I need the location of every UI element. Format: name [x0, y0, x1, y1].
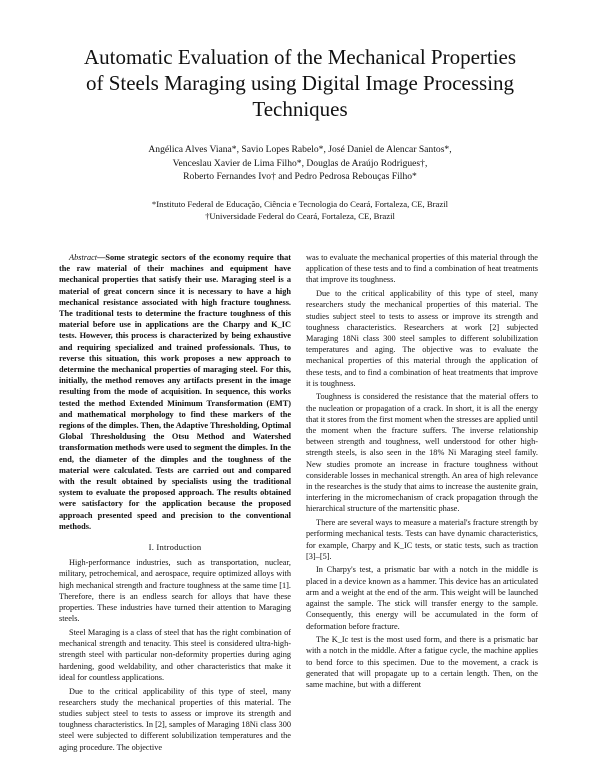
author-line: Venceslau Xavier de Lima Filho*, Douglas de Araújo Rodrigues†,	[172, 157, 428, 169]
affiliations	[60, 198, 540, 222]
body-paragraph: was to evaluate the mechanical properties of this material through the application of these tests and to find a combination of heat treatments that improve its toughness.	[306, 253, 538, 285]
right-column	[306, 252, 538, 693]
body-paragraph: There are several ways to measure a material's fracture strength by performing mechanical tests. Tests can have dynamic characteristics, for example, Charpy and K_IC tests, or static tests, such as traction [3]–[5].	[306, 518, 538, 561]
body-paragraph: High-performance industries, such as transportation, nuclear, military, petrochemical, and aerospace, require optimized alloys with high mechanical strength and fracture toughness at the same time [1]. Therefore, there is an endless search for alloys that have these properties. These industries have turned their attention to Maraging steels.	[59, 558, 291, 624]
paper-title	[40, 44, 560, 122]
abstract-lead: Abstract	[69, 253, 98, 262]
section-heading: I. Introduction	[148, 542, 202, 553]
abstract	[59, 252, 291, 532]
body-paragraph: Toughness is considered the resistance that the material offers to the nucleation or propagation of a crack. In short, it is all the energy that it stores from the first moment when the stresses are applied until the moment when the fracture suffers. The inverse relationship between strength and toughness, well understood for other high-strength steels, is also seen in the 18% Ni Maraging steel family. New studies promote an increase in fracture toughness without considerable losses in mechanical strength. An area of high relevance in the researches is the study that aims to increase the austenite grain, interfering in the micromechanism of crack propagation through the hierarchical structure of the martensitic phase.	[306, 392, 538, 514]
body-paragraph: Due to the critical applicability of this type of steel, many researchers study the mechanical properties of this material. The studies subject steel to tests to assess or improve its strength and toughness characteristics. In [2], samples of Maraging 18Ni class 300 steel were subjected to different solubilization temperatures and the aging procedure. The objective	[59, 686, 291, 752]
affiliation-line: *Instituto Federal de Educação, Ciência e Tecnologia do Ceará, Fortaleza, CE, Brazil	[151, 199, 449, 209]
body-paragraph: Due to the critical applicability of this type of steel, many researchers study the mechanical properties of this material. The studies subject steel to tests to assess or improve its strength and toughness characteristics. Researchers at work [2] subjected Maraging 18Ni class 300 steel samples to different solubilization temperatures and aging. The objective was to evaluate the mechanical properties of this material through the application of these tests, and to find a combination of heat treatments that improve it is toughness.	[306, 289, 538, 388]
body-paragraph: Steel Maraging is a class of steel that has the right combination of mechanical strength and tenacity. This steel is considered ultra-high-strength steel with particular non-deformity properties during aging hardening, good weldability, and other characteristics that make it ideal for countless applications.	[59, 628, 291, 682]
author-list	[60, 143, 540, 184]
title-line: Techniques	[252, 97, 348, 121]
body-paragraph: In Charpy's test, a prismatic bar with a notch in the middle is placed in a device known as a hammer. This device has an articulated arm and a weight at the end of the arm. This weight will be launched against the sample. The stick will transfer energy to the sample. Consequently, this energy will be accumulated in the form of deformation before fracture.	[306, 565, 538, 631]
author-line: Angélica Alves Viana*, Savio Lopes Rabelo*, José Daniel de Alencar Santos*,	[148, 144, 452, 155]
abstract-text: —Some strategic sectors of the economy require that the raw material of their machines and equipment have mechanical properties that satisfy their use. Maraging steel is a material of great concern since it is necessary to have a high mechanical resistance associated with high fracture toughness. The traditional tests to determine the fracture toughness of this material before use in applications are the Charpy and K_IC tests. However, this process is characterized by being exhaustive and requiring specialized and trained professionals. Thus, to reverse this situation, this work proposes a new approach to determine the mechanical properties of maraging steel. For this, initially, the method removes any artifacts present in the image resulting from the mode of acquisition. In sequence, this works tested the method Extended Minimum Transformation (EMT) and mathematical morphology to find these markers of the regions of the dimples. Then, the Adaptive Thresholding, Optimal Global Thresholdusing the Otsu Method and Watershed transformation methods were used to segment the dimples. In the end, the diameter of the dimples and the toughness of the material were calculated. Tests are carried out and compared with the result obtained by specialists using the traditional system to evaluate the proposed approach. The results obtained were satisfactory for the application because the proposed approach presented speed and precision to the conventional methods.	[59, 253, 291, 531]
body-paragraph: The K_Ic test is the most used form, and there is a prismatic bar with a notch in the middle. After a fatigue cycle, the machine applies to bend force to this specimen. Due to the movement, a crack is generated that will propagate up to a certain length. Then, on the same machine, but with a different	[306, 635, 538, 690]
affiliation-line: †Universidade Federal do Ceará, Fortaleza, CE, Brazil	[205, 211, 395, 221]
left-column	[59, 252, 291, 755]
title-line: of Steels Maraging using Digital Image Processing	[85, 71, 515, 95]
author-line: Roberto Fernandes Ivo† and Pedro Pedrosa Rebouças Filho*	[183, 171, 417, 183]
title-line: Automatic Evaluation of the Mechanical Properties	[83, 45, 517, 69]
